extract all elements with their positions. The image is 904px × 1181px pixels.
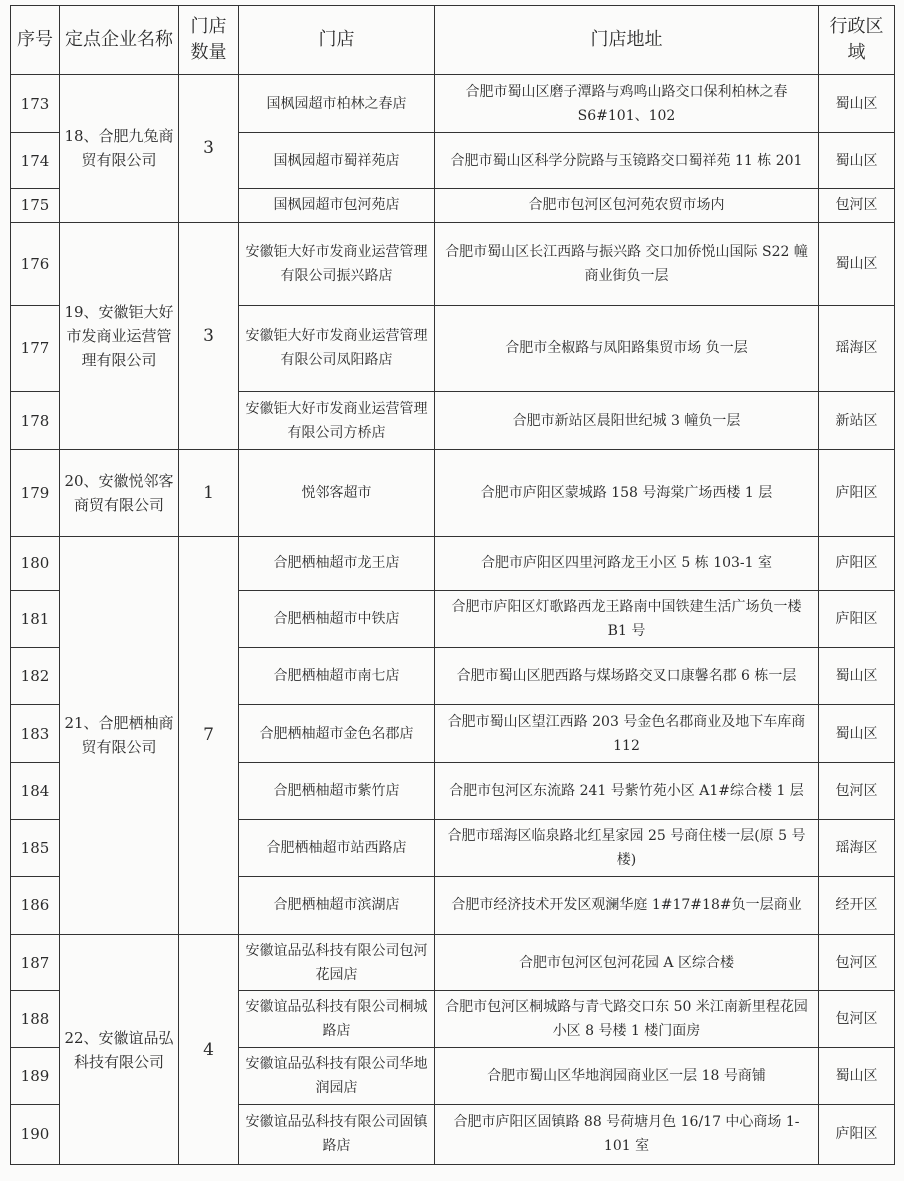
header-store: 门店 xyxy=(239,6,435,75)
district: 庐阳区 xyxy=(819,536,895,590)
company-name: 19、安徽钜大好市发商业运营管理有限公司 xyxy=(60,222,179,450)
row-index: 173 xyxy=(11,75,60,133)
row-index: 185 xyxy=(11,819,60,876)
district: 蜀山区 xyxy=(819,1048,895,1104)
store-name: 合肥栖柚超市龙王店 xyxy=(239,536,435,590)
district: 包河区 xyxy=(819,763,895,819)
district: 瑶海区 xyxy=(819,819,895,876)
district: 蜀山区 xyxy=(819,648,895,705)
district: 蜀山区 xyxy=(819,75,895,133)
store-name: 合肥栖柚超市中铁店 xyxy=(239,590,435,647)
district: 包河区 xyxy=(819,991,895,1048)
table-row xyxy=(11,222,895,305)
row-index: 180 xyxy=(11,536,60,590)
header-count: 门店数量 xyxy=(179,6,239,75)
store-name: 国枫园超市蜀祥苑店 xyxy=(239,133,435,189)
row-index: 189 xyxy=(11,1048,60,1104)
company-name: 18、合肥九兔商贸有限公司 xyxy=(60,75,179,223)
company-name: 20、安徽悦邻客商贸有限公司 xyxy=(60,450,179,536)
store-address: 合肥市包河区东流路 241 号紫竹苑小区 A1#综合楼 1 层 xyxy=(435,763,819,819)
district: 包河区 xyxy=(819,189,895,222)
store-address: 合肥市全椒路与凤阳路集贸市场 负一层 xyxy=(435,305,819,391)
store-count: 3 xyxy=(179,75,239,223)
store-name: 合肥栖柚超市滨湖店 xyxy=(239,876,435,934)
store-name: 安徽钜大好市发商业运营管理有限公司凤阳路店 xyxy=(239,305,435,391)
store-address: 合肥市蜀山区望江西路 203 号金色名郡商业及地下车库商 112 xyxy=(435,705,819,763)
store-name: 合肥栖柚超市紫竹店 xyxy=(239,763,435,819)
store-name: 国枫园超市柏林之春店 xyxy=(239,75,435,133)
store-address: 合肥市蜀山区科学分院路与玉镜路交口蜀祥苑 11 栋 201 xyxy=(435,133,819,189)
row-index: 186 xyxy=(11,876,60,934)
district: 包河区 xyxy=(819,935,895,991)
store-address: 合肥市庐阳区固镇路 88 号荷塘月色 16/17 中心商场 1-101 室 xyxy=(435,1104,819,1164)
store-address: 合肥市瑶海区临泉路北红星家园 25 号商住楼一层(原 5 号楼) xyxy=(435,819,819,876)
store-name: 合肥栖柚超市站西路店 xyxy=(239,819,435,876)
store-name: 安徽钜大好市发商业运营管理有限公司振兴路店 xyxy=(239,222,435,305)
store-address: 合肥市庐阳区四里河路龙王小区 5 栋 103-1 室 xyxy=(435,536,819,590)
district: 蜀山区 xyxy=(819,222,895,305)
store-address: 合肥市蜀山区长江西路与振兴路 交口加侨悦山国际 S22 幢商业街负一层 xyxy=(435,222,819,305)
store-address: 合肥市庐阳区蒙城路 158 号海棠广场西楼 1 层 xyxy=(435,450,819,536)
district: 庐阳区 xyxy=(819,590,895,647)
header-index: 序号 xyxy=(11,6,60,75)
store-address: 合肥市包河区桐城路与青弋路交口东 50 米江南新里程花园小区 8 号楼 1 楼门面房 xyxy=(435,991,819,1048)
row-index: 184 xyxy=(11,763,60,819)
store-address: 合肥市包河区包河苑农贸市场内 xyxy=(435,189,819,222)
row-index: 183 xyxy=(11,705,60,763)
store-name: 安徽谊品弘科技有限公司桐城路店 xyxy=(239,991,435,1048)
store-count: 3 xyxy=(179,222,239,450)
row-index: 182 xyxy=(11,648,60,705)
row-index: 176 xyxy=(11,222,60,305)
header-row xyxy=(11,6,895,75)
district: 新站区 xyxy=(819,392,895,450)
header-address: 门店地址 xyxy=(435,6,819,75)
store-address: 合肥市包河区包河花园 A 区综合楼 xyxy=(435,935,819,991)
company-name: 21、合肥栖柚商贸有限公司 xyxy=(60,536,179,934)
row-index: 174 xyxy=(11,133,60,189)
store-address: 合肥市庐阳区灯歌路西龙王路南中国铁建生活广场负一楼 B1 号 xyxy=(435,590,819,647)
store-name: 安徽谊品弘科技有限公司华地润园店 xyxy=(239,1048,435,1104)
table-row xyxy=(11,75,895,133)
store-count: 7 xyxy=(179,536,239,934)
row-index: 187 xyxy=(11,935,60,991)
store-address: 合肥市经济技术开发区观澜华庭 1#17#18#负一层商业 xyxy=(435,876,819,934)
district: 庐阳区 xyxy=(819,450,895,536)
store-address: 合肥市新站区晨阳世纪城 3 幢负一层 xyxy=(435,392,819,450)
row-index: 177 xyxy=(11,305,60,391)
row-index: 188 xyxy=(11,991,60,1048)
table-row xyxy=(11,450,895,536)
store-name: 国枫园超市包河苑店 xyxy=(239,189,435,222)
header-company: 定点企业名称 xyxy=(60,6,179,75)
row-index: 178 xyxy=(11,392,60,450)
store-address: 合肥市蜀山区磨子潭路与鸡鸣山路交口保利柏林之春 S6#101、102 xyxy=(435,75,819,133)
table-row xyxy=(11,935,895,991)
row-index: 190 xyxy=(11,1104,60,1164)
district: 庐阳区 xyxy=(819,1104,895,1164)
store-table xyxy=(10,5,895,1165)
store-name: 悦邻客超市 xyxy=(239,450,435,536)
district: 蜀山区 xyxy=(819,133,895,189)
district: 瑶海区 xyxy=(819,305,895,391)
header-district: 行政区域 xyxy=(819,6,895,75)
district: 经开区 xyxy=(819,876,895,934)
store-name: 安徽钜大好市发商业运营管理有限公司方桥店 xyxy=(239,392,435,450)
store-name: 安徽谊品弘科技有限公司固镇路店 xyxy=(239,1104,435,1164)
row-index: 179 xyxy=(11,450,60,536)
row-index: 175 xyxy=(11,189,60,222)
store-count: 1 xyxy=(179,450,239,536)
store-address: 合肥市蜀山区华地润园商业区一层 18 号商铺 xyxy=(435,1048,819,1104)
row-index: 181 xyxy=(11,590,60,647)
store-name: 合肥栖柚超市金色名郡店 xyxy=(239,705,435,763)
store-count: 4 xyxy=(179,935,239,1165)
store-name: 合肥栖柚超市南七店 xyxy=(239,648,435,705)
district: 蜀山区 xyxy=(819,705,895,763)
company-name: 22、安徽谊品弘科技有限公司 xyxy=(60,935,179,1165)
store-name: 安徽谊品弘科技有限公司包河花园店 xyxy=(239,935,435,991)
table-row xyxy=(11,536,895,590)
store-address: 合肥市蜀山区肥西路与煤场路交叉口康馨名郡 6 栋一层 xyxy=(435,648,819,705)
